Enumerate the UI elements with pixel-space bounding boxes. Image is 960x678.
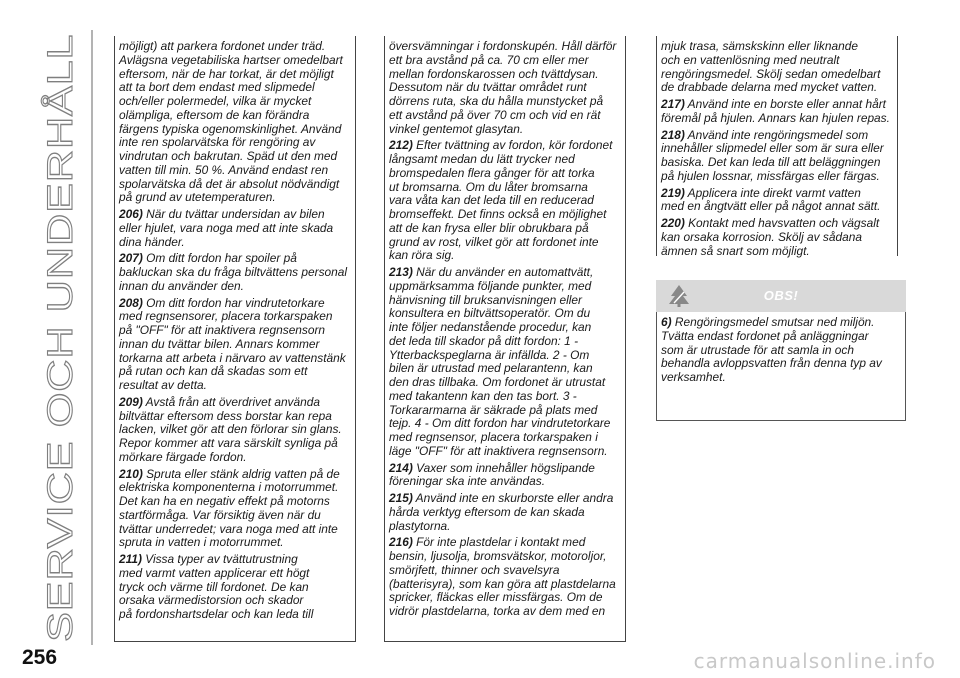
note-number: 6)	[661, 315, 672, 329]
note-207	[119, 252, 353, 293]
section-divider	[91, 30, 93, 645]
note-216	[389, 536, 623, 619]
note-219	[661, 187, 895, 215]
note-text: Vissa typer av tvättutrustning med varmt vatten applicerar ett högt tryck och värme till fordonet. De kan orsaka värmedistorsion och skador på fordonshartsdelar och kan leda till	[119, 552, 314, 621]
paragraph: möjligt) att parkera fordonet under träd. Avlägsna vegetabiliska hartser omedelbart eftersom, när de har torkat, är det möjligt att ta bort dem endast med slipmedel och/eller polermedel, vilka är mycket olämpliga, eftersom de kan förändra färgens typiska ogenomskinlighet. Använd inte ren spolarvätska för rengöring av vindrutan och bakrutan. Späd ut den med vatten till min. 50 %. Använd endast ren spolarvätska då det är absolut nödvändigt på grund av utetemperaturen.	[119, 39, 343, 205]
note-209	[119, 396, 353, 465]
note-212	[389, 139, 623, 263]
note-number: 214)	[389, 460, 413, 475]
obs-body	[656, 312, 906, 421]
note-text: Använd inte rengöringsmedel som innehåller slipmedel eller som är sura eller basiska. Det kan leda till att beläggningen på hjulen lossnar, missfärgas eller färgas.	[661, 127, 884, 183]
note-text: Om ditt fordon har vindrutetorkare med regnsensorer, placera torkarspaken på "OFF" för att inaktivera regnsensorn innan du tvättar bilen. Annars kommer torkarna att arbeta i närvaro av vattenstänk på rutan och kan då skadas som ett resultat av detta.	[119, 295, 346, 392]
note-number: 211)	[119, 552, 142, 566]
note-number: 210)	[119, 466, 143, 481]
paragraph: översvämningar i fordonskupén. Håll därför ett bra avstånd på ca. 70 cm eller mer mellan fordonskarossen och tvättdysan. Dessutom när du tvättar området runt dörrens ruta, ska du hålla munstycket på ett avstånd på över 70 cm och vid en rät vinkel gentemot glasytan.	[389, 39, 617, 136]
note-213	[389, 266, 623, 459]
note-215	[389, 492, 623, 533]
paragraph: mjuk trasa, sämskskinn eller liknande och en vattenlösning med neutralt rengöringsmedel. Skölj sedan omedelbart de drabbade delarna med mycket vatten.	[661, 39, 881, 95]
text-column-2	[384, 36, 626, 642]
note-text: När du använder en automattvätt, uppmärksamma följande punkter, med hänvisning till bruksanvisningen eller konsultera en biltvättsoperatör. Om du inte följer nedanstående procedur, kan det leda till skador på ditt fordon: 1 - Ytterbackspeglarna är infällda. 2 - Om bilen är utrustad med pelarantenn, kan den dras tillbaka. Om fordonet är utrustat med takantenn kan den tas bort. 3 - Torkararmarna är säkrade på plats med tejp. 4 - Om ditt fordon har vindrutetorkare med regnsensor, placera torkarspaken i läge "OFF" för att inaktivera regnsensorn.	[389, 265, 611, 458]
note-210	[119, 468, 353, 551]
note-text: Använd inte en skurborste eller andra hårda verktyg eftersom de kan skada plastytorna.	[389, 491, 614, 533]
section-title-text: SERVICE OCH UNDERHÅLL	[41, 169, 80, 642]
note-number: 206)	[119, 207, 143, 221]
note-number: 215)	[389, 491, 413, 505]
note-text: Avstå från att överdrivet använda biltvättar eftersom dess borstar kan repa lacken, vilket gör att den förlorar sin glans. Repor kommer att vara särskilt synliga på mörkare färgade fordon.	[119, 394, 342, 464]
note-number: 218)	[661, 127, 685, 142]
note-220	[661, 217, 895, 258]
note-211	[119, 553, 353, 622]
note-text: Om ditt fordon har spoiler på bakluckan ska du fråga biltvättens personal innan du använder den.	[119, 251, 348, 293]
page-number: 256	[22, 646, 58, 669]
note-number: 220)	[661, 216, 685, 230]
note-number: 217)	[661, 97, 685, 111]
note-number: 213)	[389, 265, 413, 279]
note-text: Vaxer som innehåller högslipande föreningar ska inte användas.	[389, 460, 595, 489]
note-number: 207)	[119, 251, 143, 266]
note-text: För inte plastdelar i kontakt med bensin, ljusolja, bromsvätskor, motoroljor, smörjfett, thinner och svavelsyra (batterisyra), som kan göra att plastdelarna spricker, fläckas eller missfärgas. Om de vidrör plastdelarna, torka av dem med en	[389, 535, 616, 618]
note-text: Applicera inte direkt varmt vatten med en ångtvätt eller på något annat sätt.	[661, 185, 881, 214]
text-column-1	[114, 36, 356, 642]
watermark: carmanualsonline.info	[693, 649, 936, 673]
note-text: När du tvättar undersidan av bilen eller hjulet, vara noga med att inte skada dina händer.	[119, 207, 334, 249]
note-214	[389, 462, 623, 490]
obs-header	[656, 280, 906, 312]
text-column-3	[656, 36, 898, 256]
obs-title: OBS!	[763, 288, 799, 303]
note-number: 219)	[661, 185, 685, 200]
note-208	[119, 297, 353, 393]
obs-box	[656, 280, 906, 421]
note-206	[119, 208, 353, 249]
note-218	[661, 129, 895, 184]
section-title	[30, 32, 84, 644]
note-text: Använd inte en borste eller annat hårt föremål på hjulen. Annars kan hjulen repas.	[661, 97, 890, 125]
note-text: Rengöringsmedel smutsar ned miljön. Tvätta endast fordonet på anläggningar som är utrustade för att samla in och behandla avloppsvatten från denna typ av verksamhet.	[661, 315, 882, 384]
note-text: Efter tvättning av fordon, kör fordonet långsamt medan du lätt trycker ned bromspedalen flera gånger för att torka ut bromsarna. Om du låter bromsarna vara våta kan det leda till en reducerad bromseffekt. Det finns också en möjlighet att de kan frysa eller blir obrukbara på grund av rost, vilket gör att fordonet inte kan röra sig.	[389, 138, 613, 263]
note-number: 208)	[119, 295, 143, 310]
note-text: Spruta eller stänk aldrig vatten på de elektriska komponenterna i motorrummet. Det kan ha en negativ effekt på motorns startförmåga. Var försiktig även när du tvättar underredet; vara noga med att inte spruta in vatten i motorrummet.	[119, 466, 340, 550]
note-number: 216)	[389, 535, 413, 550]
note-217	[661, 98, 895, 126]
note-text: Kontakt med havsvatten och vägsalt kan orsaka korrosion. Skölj av sådana ämnen så snart som möjligt.	[661, 216, 880, 258]
note-number: 212)	[389, 138, 413, 153]
note-number: 209)	[119, 394, 143, 409]
